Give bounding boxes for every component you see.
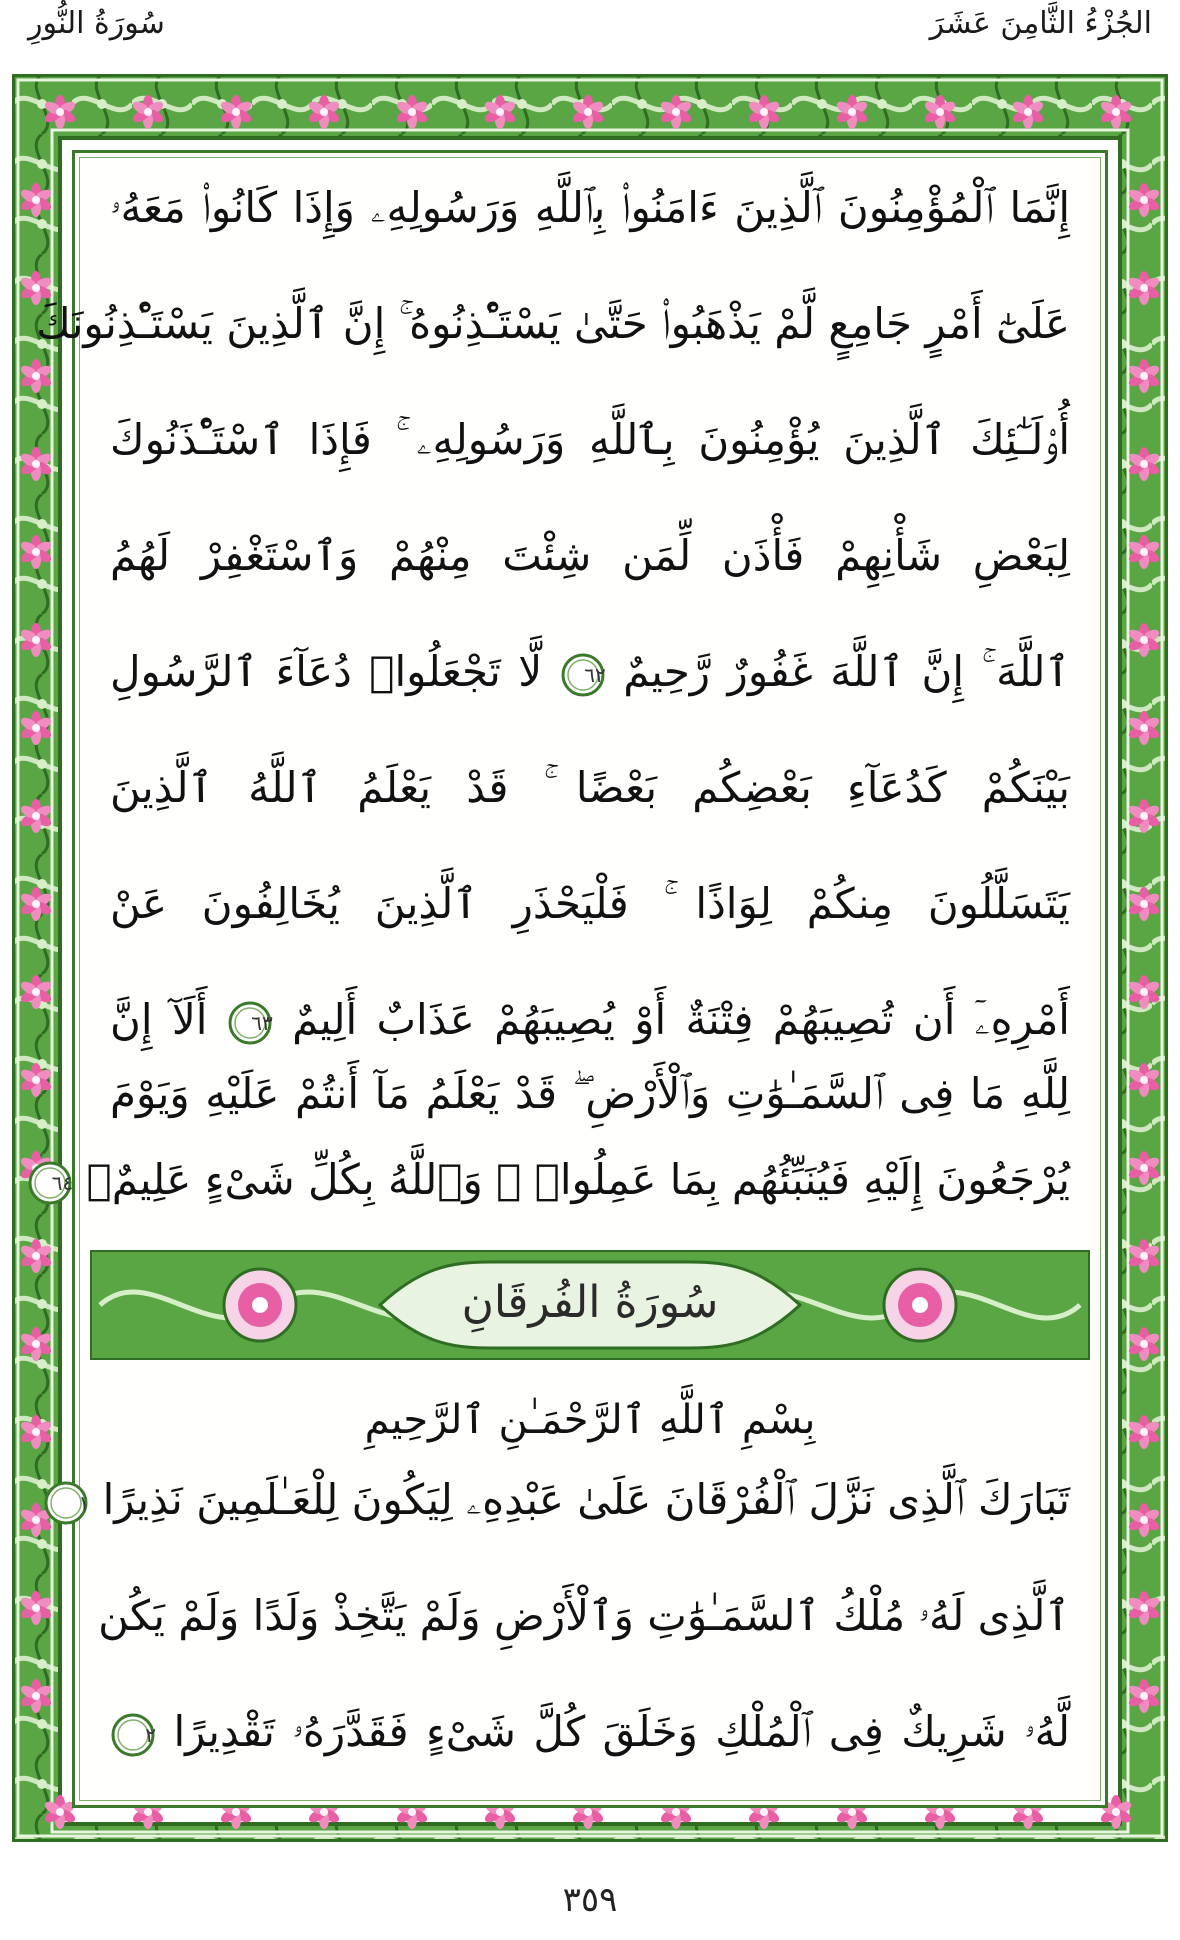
flower-icon xyxy=(1127,975,1161,1009)
flower-icon xyxy=(1127,623,1161,657)
flower-icon xyxy=(1127,799,1161,833)
flower-icon xyxy=(1127,711,1161,745)
verse-line-2: عَلَىٰٓ أَمْرٍ جَامِعٍ لَّمْ يَذْهَبُوا۟ حَتَّىٰ يَسْتَـْٔذِنُوهُ ۚ إِنَّ ٱلَّذِينَ يَسْتَـْٔذِنُونَكَ xyxy=(36,299,1070,348)
flower-icon xyxy=(1127,1063,1161,1097)
verse-line-11 xyxy=(78,1470,1070,1530)
flower-icon xyxy=(19,359,53,393)
flower-icon xyxy=(395,95,429,129)
flower-icon xyxy=(1127,271,1161,305)
flower-icon xyxy=(1127,535,1161,569)
verse-line-8 xyxy=(110,990,1070,1050)
flower-icon xyxy=(483,95,517,129)
flower-icon xyxy=(19,535,53,569)
verse-line-1: إِنَّمَا ٱلْمُؤْمِنُونَ ٱلَّذِينَ ءَامَنُوا۟ بِٱللَّهِ وَرَسُولِهِۦ وَإِذَا كَانُوا۟ مَعَهُۥ xyxy=(110,183,1070,232)
verse-line-7: يَتَسَلَّلُونَ مِنكُمْ لِوَاذًا ۚ فَلْيَحْذَرِ ٱلَّذِينَ يُخَالِفُونَ عَنْ xyxy=(110,879,1070,928)
verse-line-6: بَيْنَكُمْ كَدُعَآءِ بَعْضِكُم بَعْضًا ۚ قَدْ يَعْلَمُ ٱللَّهُ ٱلَّذِينَ xyxy=(110,763,1070,812)
verse-line-5-start: ٱللَّهَ ۚ إِنَّ ٱللَّهَ غَفُورٌ رَّحِيمٌ xyxy=(623,647,1070,696)
flower-icon xyxy=(1127,1151,1161,1185)
flower-icon xyxy=(19,1679,53,1713)
flower-icon xyxy=(923,95,957,129)
ayah-marker-64: ٦٤ xyxy=(27,1160,73,1206)
flower-icon xyxy=(19,183,53,217)
verse-line-12: ٱلَّذِى لَهُۥ مُلْكُ ٱلسَّمَـٰوَٰتِ وَٱلْأَرْضِ وَلَمْ يَتَّخِذْ وَلَدًا وَلَمْ يَكُن xyxy=(98,1591,1070,1640)
verse-line-10-text: يُرْجَعُونَ إِلَيْهِ فَيُنَبِّئُهُم بِمَا عَمِلُوا۟ ۗ وَٱللَّهُ بِكُلِّ شَىْءٍ عَلِيمٌۢ xyxy=(86,1155,1070,1204)
flower-icon xyxy=(835,95,869,129)
basmala: بِسْمِ ٱللَّهِ ٱلرَّحْمَـٰنِ ٱلرَّحِيمِ xyxy=(364,1397,816,1443)
juz-title: الجُزْءُ الثَّامِنَ عَشَرَ xyxy=(929,6,1152,41)
ayah-marker-1: ١ xyxy=(43,1480,89,1526)
flower-icon xyxy=(19,887,53,921)
flower-icon xyxy=(571,95,605,129)
verse-line-11-text: تَبَارَكَ ٱلَّذِى نَزَّلَ ٱلْفُرْقَانَ عَلَىٰ عَبْدِهِۦ لِيَكُونَ لِلْعَـٰلَمِينَ نَذِيرًا xyxy=(102,1475,1070,1524)
flower-icon xyxy=(1127,887,1161,921)
flower-icon xyxy=(307,95,341,129)
flower-icon xyxy=(1127,1503,1161,1537)
flower-icon xyxy=(219,95,253,129)
flower-icon xyxy=(659,95,693,129)
verse-line-9: لِلَّهِ مَا فِى ٱلسَّمَـٰوَٰتِ وَٱلْأَرْضِ ۖ قَدْ يَعْلَمُ مَآ أَنتُمْ عَلَيْهِ وَيَوْمَ xyxy=(110,1069,1070,1118)
page-number: ٣٥٩ xyxy=(562,1880,618,1920)
ayah-marker-2: ٢ xyxy=(110,1712,156,1758)
flower-icon xyxy=(1127,447,1161,481)
flower-icon xyxy=(43,95,77,129)
flower-icon xyxy=(19,1063,53,1097)
ayah-marker-63: ٦٣ xyxy=(227,1000,273,1046)
verse-line-4: لِبَعْضِ شَأْنِهِمْ فَأْذَن لِّمَن شِئْتَ مِنْهُمْ وَٱسْتَغْفِرْ لَهُمُ xyxy=(110,531,1070,580)
flower-icon xyxy=(19,447,53,481)
flower-icon xyxy=(1127,359,1161,393)
ayah-marker-62: ٦٢ xyxy=(560,652,606,698)
flower-icon xyxy=(19,799,53,833)
flower-icon xyxy=(1127,1591,1161,1625)
verse-line-3: أُو۟لَـٰٓئِكَ ٱلَّذِينَ يُؤْمِنُونَ بِٱللَّهِ وَرَسُولِهِۦ ۚ فَإِذَا ٱسْتَـْٔذَنُوكَ xyxy=(110,415,1070,464)
verse-line-5 xyxy=(110,642,1070,702)
verse-line-8-end: أَلَآ إِنَّ xyxy=(110,995,208,1044)
flower-icon xyxy=(1127,1679,1161,1713)
surah-banner-title: سُورَةُ الفُرقَانِ xyxy=(461,1277,719,1328)
verse-line-10 xyxy=(51,1150,1070,1210)
surah-running-title: سُورَةُ النُّورِ xyxy=(28,6,165,41)
flower-icon xyxy=(131,95,165,129)
flower-icon xyxy=(19,623,53,657)
verse-line-13-text: لَّهُۥ شَرِيكٌ فِى ٱلْمُلْكِ وَخَلَقَ كُلَّ شَىْءٍ فَقَدَّرَهُۥ تَقْدِيرًا xyxy=(173,1707,1070,1756)
flower-icon xyxy=(747,95,781,129)
verse-line-8-start: أَمْرِهِۦٓ أَن تُصِيبَهُمْ فِتْنَةٌ أَوْ يُصِيبَهُمْ عَذَابٌ أَلِيمٌ xyxy=(292,995,1070,1044)
verse-line-13 xyxy=(110,1702,1070,1762)
flower-icon xyxy=(1127,183,1161,217)
flower-icon xyxy=(19,975,53,1009)
verse-line-5-end: لَّا تَجْعَلُوا۟ دُعَآءَ ٱلرَّسُولِ xyxy=(110,647,543,696)
flower-icon xyxy=(1099,95,1133,129)
flower-icon xyxy=(19,1591,53,1625)
flower-icon xyxy=(19,711,53,745)
flower-icon xyxy=(1011,95,1045,129)
